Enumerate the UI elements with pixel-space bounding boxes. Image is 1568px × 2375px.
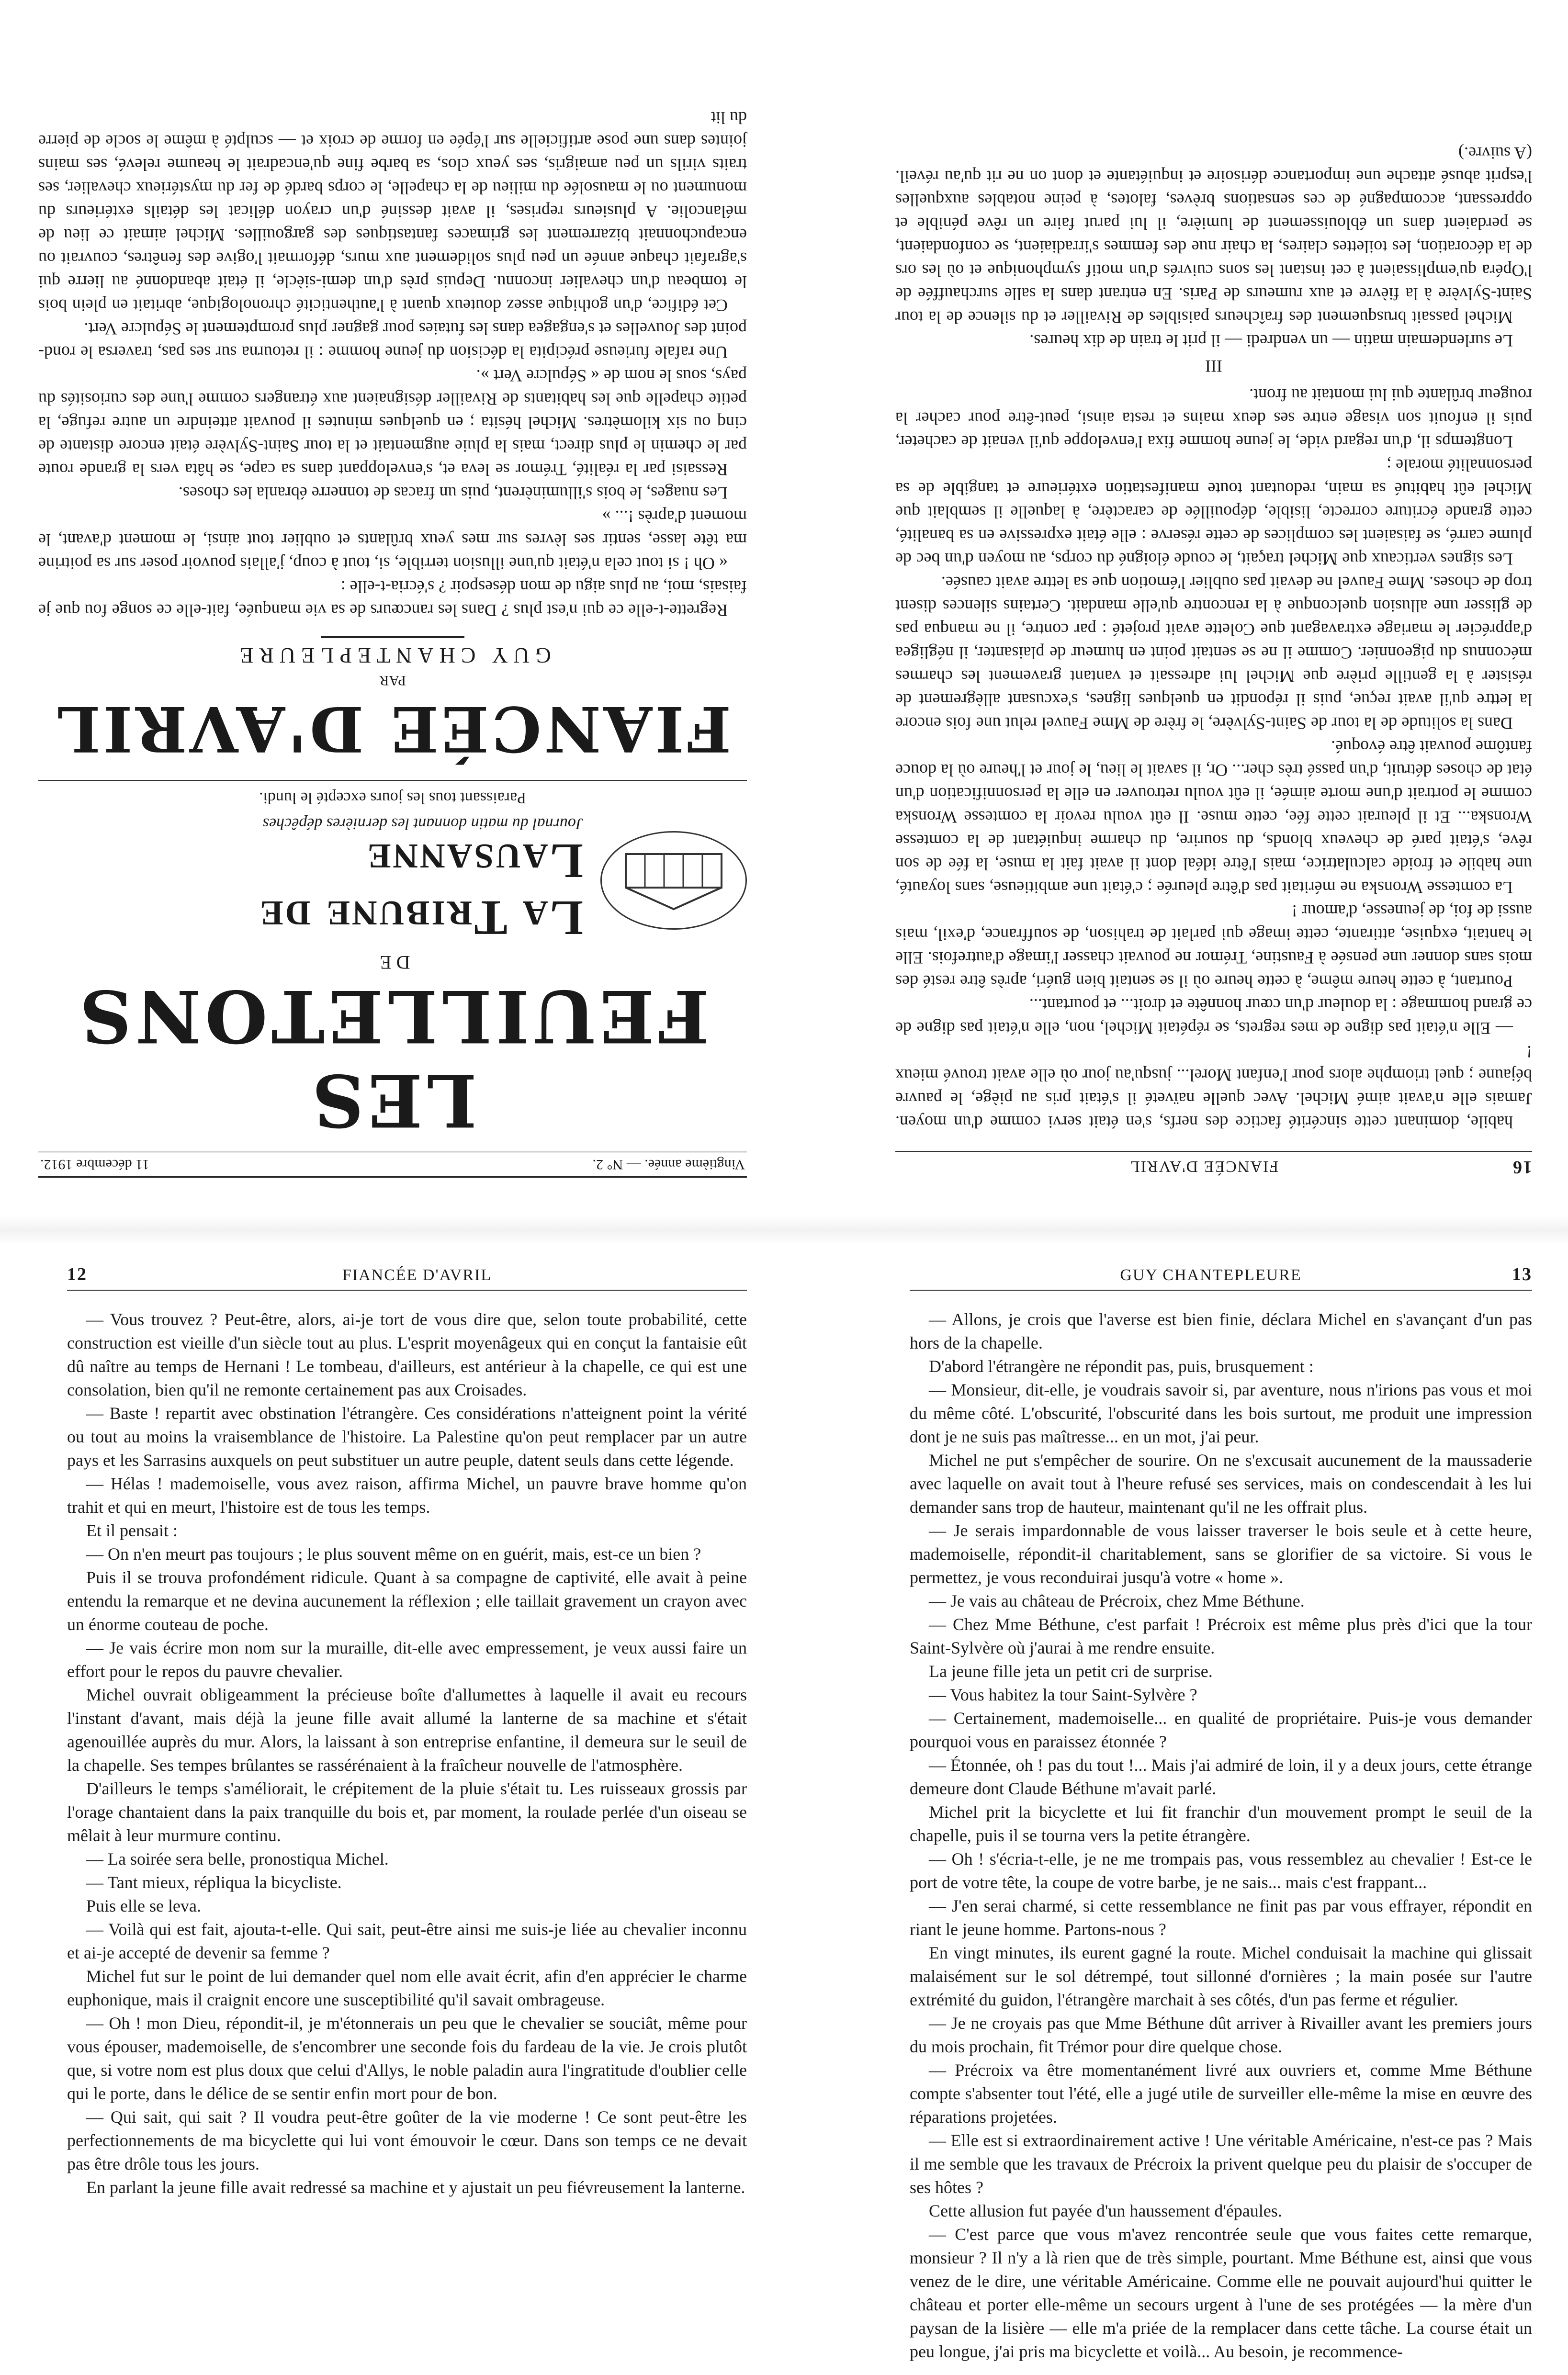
author-name: GUY CHANTEPLEURE: [234, 643, 551, 668]
paragraph: — Voilà qui est fait, ajouta-t-elle. Qui sait, peut-être ainsi me suis-je liée au chevalier inconnu et ai-je accepté de devenir sa femme ?: [67, 1920, 747, 1962]
page-number: 13: [1512, 1264, 1532, 1284]
paragraph: — Étonnée, oh ! pas du tout !... Mais j'ai admiré de loin, il y a deux jours, cette étrange demeure dont Claude Béthune m'avait parlé.: [910, 1756, 1532, 1798]
paragraph: — La soirée sera belle, pronostiqua Michel.: [86, 1849, 389, 1868]
publication-note: Paraissant tous les jours excepté le lundi.: [38, 780, 747, 807]
page-bottom-right: [910, 1264, 1532, 2361]
running-head: [910, 1264, 1532, 1291]
paragraph: — Vous trouvez ? Peut-être, alors, ai-je tort de vous dire que, selon toute probabilité, cette construction est vieille d'un siècle tout au plus. L'esprit moyenâgeux qui en conçut la fantaisie eût dû naître au temps de Hernani ! Le tombeau, d'ailleurs, est antérieur à la chapelle, ce qui est une consolation, bien qu'il ne remonte certainement pas aux Croisades.: [67, 1310, 747, 1399]
page-text: [895, 141, 1532, 1134]
running-head: [895, 1151, 1532, 1178]
newspaper-emblem-icon: [600, 831, 747, 930]
paragraph: Puis il se trouva profondément ridicule. Quant à sa compagne de captivité, elle avait à peine entendu la remarque et ne devina aucunement la réflexion ; elle taillait gravement un crayon avec un énorme couteau de poche.: [67, 1568, 747, 1634]
running-title: FIANCÉE D'AVRIL: [342, 1266, 492, 1284]
paragraph: Michel passait brusquement des fraîcheurs paisibles de Rivailler et du silence de la tour Saint-Sylvère à la fièvre et aux rumeurs de Paris. En entrant dans la salle surchauffée de l'Opéra qu'emplissaient à cet instant les sons cuivrés d'un motif symphonique et où les ors de la décoration, les toilettes claires, la chair nue des femmes s'irradiaient, se confondaient, se perdaient dans un éblouissement de lumière, il lui parut faire un rêve pénible et oppressant, accompagné de ces sensations brèves, falotes, à peine notables auxquelles l'esprit abusé attache une importance dérisoire et inquiétante et dont on ne rit qu'au réveil. (A suivre.): [895, 144, 1532, 327]
page-number: 16: [1512, 1157, 1532, 1177]
story-title: FIANCÉE D'AVRIL: [54, 692, 732, 765]
series-title: LES FEUILLETONS: [76, 974, 710, 1142]
page-fold: [0, 1216, 1568, 1245]
paragraph: — Allons, je crois que l'averse est bien finie, déclara Michel en s'avançant d'un pas hors de la chapelle.: [910, 1310, 1532, 1352]
dateline-issue: Vingtième année. — N° 2.: [592, 1157, 745, 1172]
paragraph: — Baste ! repartit avec obstination l'étrangère. Ces considérations n'atteignent point la vérité ou tout au moins la vraisemblance de l'histoire. La Palestine qu'on peut remplacer par un autre pays et les Sarrasins auxquels on peut substituer un autre peuple, datent seuls dans cette légende.: [67, 1404, 747, 1470]
divider-rule: [321, 636, 464, 638]
paragraph: — Je vais écrire mon nom sur la muraille, dit-elle avec empressement, je veux aussi faire un effort pour le repos du pauvre chevalier.: [67, 1638, 747, 1681]
page-bottom-left: [67, 1264, 747, 2341]
paragraph: habile, dominant cette sincérité factice des nerfs, s'en était servi comme d'un moyen. Jamais elle n'avait aimé Michel. Avec quelle naïveté il s'était pris au piège, le pauvre béjaune ; quel triomphe alors pour l'enfant Morel... jusqu'au jour où elle avait trouvé mieux !: [895, 1042, 1532, 1132]
paragraph: — Je ne croyais pas que Mme Béthune dût arriver à Rivailler avant les premiers jours du mois prochain, fit Trémor pour dire quelque chose.: [910, 2014, 1532, 2056]
masthead: [38, 636, 747, 1178]
paragraph: — On n'en meurt pas toujours ; le plus souvent même on en guérit, mais, est-ce un bien ?: [86, 1544, 701, 1564]
paragraph: Michel ouvrait obligeamment la précieuse boîte d'allumettes à laquelle il avait eu recours l'instant d'avant, mais déjà la jeune fille avait allumé la lanterne de sa machine et s'était agenouillée auprès du mur. Alors, la laissant à son entreprise enfantine, il demeura sur le seuil de la chapelle. Ses tempes brûlantes se rassérénaient à la fraîcheur nouvelle de l'atmosphère.: [67, 1685, 747, 1775]
paragraph: Pourtant, à cette heure même, à cette heure où il se sentait bien guéri, après être resté des mois sans donner une pensée à Faustine, Trémor ne pouvait chasser l'image d'autrefois. Elle le hantait, exquise, attirante, cette image qui parlait de trahison, de souffrance, d'exil, mais aussi de foi, de jeunesse, d'amour !: [895, 901, 1532, 991]
paragraph: Le surlendemain matin — un vendredi — il prit le train de dix heures.: [1029, 331, 1513, 350]
paragraph: « Oh ! si tout cela n'était qu'une illusion terrible, si, tout à coup, j'allais pouvoir poser sur sa poitrine ma tête lasse, sentir ses lèvres sur mes yeux brûlants et oublier tout ainsi, le moment d'avant, le moment d'après !... »: [38, 507, 747, 573]
paragraph: — Certainement, mademoiselle... en qualité de propriétaire. Puis-je vous demander pourquoi vous en paraissez étonnée ?: [910, 1709, 1532, 1751]
paragraph: — Tant mieux, répliqua la bicycliste.: [86, 1873, 342, 1892]
paragraph: Cette allusion fut payée d'un haussement d'épaules.: [929, 2201, 1282, 2220]
series-de: DE: [375, 952, 410, 973]
paragraph: — Oh ! mon Dieu, répondit-il, je m'étonnerais un peu que le chevalier se souciât, même pour vous épouser, mademoiselle, de s'encombrer une seconde fois du fardeau de la vie. Je crois plutôt que, si votre nom est plus doux que celui d'Allys, le noble paladin aura l'ingratitude d'oublier celle qui le porte, dans le délice de se sentir enfin mort pour de bon.: [67, 2014, 747, 2103]
tribune-row: [38, 814, 747, 946]
paragraph: Les signes verticaux que Michel traçait, le coude éloigné du corps, au moyen d'un bec de plume carré, se faisaient les complices de cette réserve : elle était expressive en sa banalité, cette grande écriture correcte, lisible, dépouillée de caractère, à laquelle il semblait que Michel eût habitué sa main, redoutant toute manifestation extérieure et tangible de sa personnalité morale ;: [895, 456, 1532, 569]
page-top-left: [38, 81, 747, 1178]
paragraph: Et il pensait :: [86, 1521, 178, 1540]
tribune-title: La Tribune de Lausanne: [258, 833, 583, 945]
paragraph: En parlant la jeune fille avait redressé sa machine et y ajustait un peu fiévreusement la lanterne.: [86, 2178, 745, 2197]
paragraph: Ressaisi par la réalité, Trémor se leva et, s'enveloppant dans sa cape, se hâta vers la grande route par le chemin le plus direct, mais la pluie augmentait et la tour Saint-Sylvère était encore distante de cinq ou six kilomètres. Michel hésita ; en quelques minutes il pouvait atteindre un autre refuge, la petite chapelle que les habitants de Rivailler désignaient aux étrangers comme l'une des curiosités du pays, sous le nom de « Sépulcre Vert ».: [38, 366, 747, 479]
paragraph: D'abord l'étrangère ne répondit pas, puis, brusquement :: [929, 1357, 1314, 1376]
paragraph: — Je serais impardonnable de vous laisser traverser le bois seule et à cette heure, mademoiselle, répondit-il charitablement, sans se glorifier de sa victoire. Si vous le permettez, je vous reconduirai jusqu'à votre « home ».: [910, 1521, 1532, 1587]
paragraph: Une rafale furieuse précipita la décision du jeune homme : il retourna sur ses pas, traversa le rond-point des Jouvelles et s'engagea dans les futaies pour gagner plus promptement le Sépulcre Vert.: [38, 319, 747, 362]
paragraph: — J'en serai charmé, si cette ressemblance ne finit pas par vous effrayer, répondit en riant le jeune homme. Partons-nous ?: [910, 1896, 1532, 1939]
paragraph: Longtemps il, d'un regard vide, le jeune homme fixa l'enveloppe qu'il venait de cacheter, puis il enfouit son visage entre ses deux mains et resta ainsi, peut-être pour cacher la rougeur brûlante qui lui montait au front.: [895, 385, 1532, 451]
tagline: Journal du matin donnant les dernières dépêches: [262, 815, 583, 833]
paragraph: En vingt minutes, ils eurent gagné la route. Michel conduisait la machine qui glissait malaisément sur le sol détrempé, tout sillonné d'ornières ; la main posée sur l'autre extrémité du guidon, l'étrangère marchait à ses côtés, d'un pas ferme et régulier.: [910, 1943, 1532, 2009]
paragraph: Regrette-t-elle ce qui n'est plus ? Dans les rancœurs de sa vie manquée, fait-elle ce songe fou que je faisais, moi, au plus aigu de mon désespoir ? s'écria-t-elle :: [38, 577, 747, 620]
paragraph: — Je vais au château de Précroix, chez Mme Béthune.: [929, 1591, 1305, 1610]
paragraph: Cet édifice, d'un gothique assez douteux quant à l'authenticité chronologique, abritait en plein bois le tombeau d'un chevalier inconnu. Depuis près d'un demi-siècle, il était abandonné au lierre qui s'agrafait chaque année un peu plus solidement aux murs, déformait l'ogive des fenêtres, couvrait ou encapuchonnait bizarrement les grimaces fantastiques des gargouilles. Michel aimait ce lieu de mélancolie. A plusieurs reprises, il avait dessiné d'un crayon délicat les détails extérieurs du monument ou le mausolée du milieu de la chapelle, le corps bardé de fer du mystérieux chevalier, ses traits virils un peu amaigris, ses yeux clos, sa barbe fine qu'encadrait le heaume relevé, ses mains jointes dans une pose artificielle sur l'épée en forme de croix et — sculpté à même le socle de pierre du lit: [38, 108, 747, 315]
paragraph: — Chez Mme Béthune, c'est parfait ! Précroix est même plus près d'ici que la tour Saint-Sylvère où j'aurai à me rendre ensuite.: [910, 1615, 1532, 1657]
page-number: 12: [67, 1264, 87, 1284]
paragraph: — Hélas ! mademoiselle, vous avez raison, affirma Michel, un pauvre brave homme qu'on trahit et qui en meurt, l'histoire est de tous les temps.: [67, 1474, 747, 1517]
paragraph: — Oh ! s'écria-t-elle, je ne me trompais pas, vous ressemblez au chevalier ! Est-ce le port de votre tête, la coupe de votre barbe, je ne sais... mais c'est frappant...: [910, 1849, 1532, 1892]
dateline: [38, 1151, 747, 1178]
running-head: [67, 1264, 747, 1291]
paragraph: Michel ne put s'empêcher de sourire. On ne s'excusait aucunement de la maussaderie avec laquelle on avait tout à l'heure refusé ses services, mais on condescendait à les lui demander sans trop de hauteur, maintenant qu'il ne les offrait plus.: [910, 1451, 1532, 1517]
page-text: [67, 1308, 747, 2199]
paragraph: Michel fut sur le point de lui demander quel nom elle avait écrit, afin d'en apprécier le charme euphonique, mais il craignit encore une susceptibilité qu'il savait ombrageuse.: [67, 1967, 747, 2009]
running-title: GUY CHANTEPLEURE: [1120, 1266, 1302, 1284]
paragraph: Puis elle se leva.: [86, 1896, 201, 1915]
running-title: FIANCÉE D'AVRIL: [1128, 1158, 1279, 1175]
paragraph: — Elle n'était pas digne de mes regrets, se répétait Michel, non, elle n'était pas digne de ce grand hommage : la douleur d'un cœur honnête et droit... et pourtant...: [895, 995, 1532, 1038]
paragraph: La comtesse Wronska ne méritait pas d'être pleurée ; c'était une ambitieuse, sans loyauté, une habile et froide calculatrice, mais l'être idéal dont il avait fait la muse, la fée de son rêve, s'était paré de cheveux blonds, du sourire, du charme inquiétant de la comtesse Wronska... Et il pleurait cette fée, cette muse. Il eût voulu revoir la comtesse Wronska comme le portrait d'une morte aimée, il eût voulu retrouver en elle la personnification d'un état de choses détruit, d'un passé très cher... Or, il savait le lieu, le jour et l'heure où la douce fantôme pouvait être évoqué.: [895, 737, 1532, 897]
paragraph: — Précroix va être momentanément livré aux ouvriers et, comme Mme Béthune compte s'absenter tout l'été, elle a jugé utile de surveiller elle-même la mise en œuvre des réparations projetées.: [910, 2060, 1532, 2127]
by-line: PAR: [379, 673, 406, 688]
section-number: III: [1205, 357, 1222, 376]
paragraph: Les nuages, le bois s'illuminèrent, puis un fracas de tonnerre ébranla les choses.: [178, 484, 728, 503]
paragraph: — Monsieur, dit-elle, je voudrais savoir si, par aventure, nous n'irions pas vous et moi du même côté. L'obscurité, l'obscurité dans les bois surtout, me produit une impression dont je ne suis pas maîtresse... en un mot, j'ai peur.: [910, 1380, 1532, 1446]
paragraph: Michel prit la bicyclette et lui fit franchir d'un mouvement prompt le seuil de la chapelle, puis il se tourna vers la petite étrangère.: [910, 1802, 1532, 1845]
page-text: [38, 106, 747, 622]
paragraph: La jeune fille jeta un petit cri de surprise.: [929, 1662, 1213, 1681]
paragraph: — Elle est si extraordinairement active ! Une véritable Américaine, n'est-ce pas ? Mais il me semble que les travaux de Précroix la privent quelque peu du plaisir de s'occuper de ses hôtes ?: [910, 2131, 1532, 2197]
paragraph: — Qui sait, qui sait ? Il voudra peut-être goûter de la vie moderne ! Ce sont peut-être les perfectionnements de ma bicyclette qui lui vont émouvoir le cœur. Dans son temps ce ne devait pas être drôle tous les jours.: [67, 2107, 747, 2173]
page-text: [910, 1308, 1532, 2364]
dateline-date: 11 décembre 1912.: [40, 1157, 149, 1172]
paragraph: — Vous habitez la tour Saint-Sylvère ?: [929, 1685, 1197, 1704]
paragraph: — C'est parce que vous m'avez rencontrée seule que vous faites cette remarque, monsieur ? Il n'y a là rien que de très simple, pourtant. Mme Béthune est, ainsi que vous venez de le dire, une véritable Américaine. Comme elle ne pouvait aujourd'hui quitter le château et porter elle-même un secours urgent à l'une de ses protégées — la mère d'un paysan de la lisière — elle m'a priée de la remplacer dans cette tâche. La course était un peu longue, j'ai pris ma bicyclette et voilà... Au besoin, je recommence-: [910, 2225, 1532, 2361]
paragraph: Dans la solitude de la tour de Saint-Sylvère, le frère de Mme Fauvel relut une fois encore la lettre qu'il avait reçue, puis il répondit en quelques lignes, s'excusant allègrement de résister à la gentille prière que Michel lui adressait et vantant gravement les charmes méconnus du pigeonnier. Comme il ne se sentait point en humeur de plaisanter, il négligea d'apprécier le mariage extravagant que Colette avait projeté : par contre, il ne manqua pas de glisser une allusion quelconque à la rencontre qu'elle mandait. Certains silences disent trop de choses. Mme Fauvel ne devait pas oublier l'émotion que sa lettre avait causée.: [895, 573, 1532, 733]
paragraph: D'ailleurs le temps s'améliorait, le crépitement de la pluie s'était tu. Les ruisseaux grossis par l'orage chantaient dans la paix tranquille du bois et, par moment, la roulade perlée d'un oiseau se mêlait à leur murmure continu.: [67, 1779, 747, 1845]
page-top-right: [895, 81, 1532, 1178]
